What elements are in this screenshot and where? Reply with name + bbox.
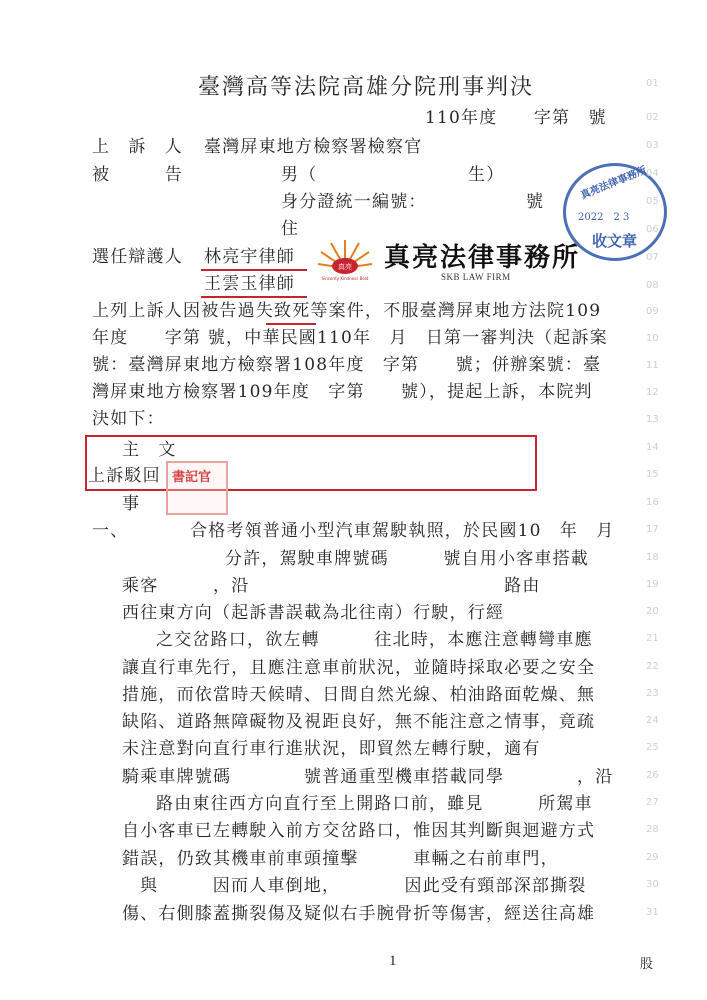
law-firm-emblem: [317, 238, 373, 282]
line-number: 16: [646, 497, 659, 508]
line-number: 17: [646, 524, 659, 535]
lawyer-2: 王雲玉律師: [204, 274, 295, 294]
facts-line-8: 缺陷、道路無障礙物及視距良好，無不能注意之情事，竟疏: [122, 712, 596, 732]
line-number: 08: [646, 280, 659, 291]
line-number: 01: [646, 78, 659, 89]
defendant-label: 被 告: [92, 165, 183, 185]
intro-line-4: 灣屏東地方檢察署109年度 字第 號），提起上訴，本院判: [92, 382, 593, 402]
line-number: 09: [646, 306, 659, 317]
sunburst-logo-icon: [317, 238, 373, 282]
intro-line-1: 上列上訴人因被告過失致死等案件，不服臺灣屏東地方法院109: [92, 301, 602, 321]
lawyer-1-underline: [201, 269, 307, 271]
line-number: 14: [646, 442, 659, 453]
line-number: 06: [646, 224, 659, 235]
facts-line-15: 傷、右側膝蓋撕裂傷及疑似右手腕骨折等傷害，經送往高雄: [122, 904, 596, 924]
line-number: 19: [646, 579, 659, 590]
facts-line-3: 乘客 ，沿 路由: [122, 576, 541, 596]
page-number: 1: [389, 953, 397, 969]
facts-line-11: 路由東往西方向直行至上開路口前，雖見 所駕車: [156, 794, 593, 814]
line-number: 22: [646, 661, 659, 672]
stamp-date: 2022 2 3: [578, 212, 630, 223]
line-number: 25: [646, 742, 659, 753]
intro-line-3: 號：臺灣屏東地方檢察署108年度 字第 號；併辦案號：臺: [92, 355, 602, 375]
clerk-seal-text: 書記官: [172, 470, 212, 485]
intro-line-2: 年度 字第 號，中華民國110年 月 日第一審判決（起訴案: [92, 328, 608, 348]
facts-line-1: 合格考領普通小型汽車駕駛執照，於民國10 年 月: [190, 521, 615, 541]
intro-line-5: 決如下：: [92, 409, 165, 429]
id-suffix: 號: [526, 192, 545, 212]
facts-line-6: 讓直行車先行，且應注意車前狀況，並隨時採取必要之安全: [122, 658, 596, 678]
facts-line-7: 措施，而依當時天候晴、日間自然光線、柏油路面乾燥、無: [122, 685, 596, 705]
facts-line-5: 之交岔路口，欲左轉 往北時，本應注意轉彎車應: [156, 630, 593, 650]
clerk-seal: [166, 461, 228, 515]
line-number: 23: [646, 688, 659, 699]
line-number: 26: [646, 770, 659, 781]
line-number: 13: [646, 414, 659, 425]
facts-line-2: 分許，駕駛車牌號碼 號自用小客車搭載: [225, 549, 589, 569]
line-number: 02: [646, 112, 659, 123]
line-number: 04: [646, 168, 659, 179]
case-number: 110年度 字第 號: [425, 108, 607, 128]
line-number: 05: [646, 196, 659, 207]
line-number: 07: [646, 252, 659, 263]
section-mark: 股: [640, 957, 654, 972]
defendant-gender: 男（: [281, 165, 318, 185]
facts-line-14: 與 因而人車倒地， 因此受有頸部深部撕裂: [140, 876, 587, 896]
facts-marker: 一、: [92, 521, 129, 541]
line-number: 10: [646, 333, 659, 344]
line-number: 11: [646, 360, 659, 371]
facts-line-9: 未注意對向直行車行進狀況，即貿然左轉行駛，適有: [122, 739, 541, 759]
appellant-name: 臺灣屏東地方檢察署檢察官: [204, 137, 423, 157]
address-label: 住: [281, 219, 300, 239]
defendant-birth: 生）: [468, 165, 505, 185]
lawyer-2-underline: [201, 296, 307, 298]
stamp-bottom-text: 收文章: [592, 232, 638, 250]
line-number: 29: [646, 852, 659, 863]
line-number: 21: [646, 633, 659, 644]
line-number: 24: [646, 715, 659, 726]
emblem-subtext: Sincerity Kindness Bold: [321, 276, 369, 281]
line-number: 15: [646, 469, 659, 480]
line-number: 12: [646, 387, 659, 398]
appellant-label: 上 訴 人: [92, 137, 183, 157]
main-heading: 主 文: [122, 440, 177, 460]
law-firm-name: 真亮法律事務所: [384, 243, 581, 273]
facts-line-10: 騎乘車牌號碼 號普通重型機車搭載同學 ，沿: [122, 767, 614, 787]
offense-underline: [266, 323, 316, 325]
line-number: 31: [646, 907, 659, 918]
main-text: 上訴駁回: [88, 466, 161, 486]
stamp-top-text: 真亮法律事務所: [579, 165, 649, 202]
line-number: 18: [646, 552, 659, 563]
emblem-text: 真亮: [338, 263, 352, 271]
line-number: 30: [646, 879, 659, 890]
defense-label: 選任辯護人: [92, 247, 183, 267]
line-number: 27: [646, 797, 659, 808]
law-firm-english: SKB LAW FIRM: [441, 272, 511, 282]
id-label: 身分證統一編號：: [281, 192, 427, 212]
line-number: 20: [646, 606, 659, 617]
line-number: 03: [646, 140, 659, 151]
line-number: 28: [646, 824, 659, 835]
facts-line-12: 自小客車已左轉駛入前方交岔路口，惟因其判斷與迴避方式: [122, 821, 596, 841]
facts-line-4: 西往東方向（起訴書誤載為北往南）行駛，行經: [122, 603, 505, 623]
facts-line-13: 錯誤，仍致其機車前車頭撞擊 車輛之右前車門，: [122, 849, 559, 869]
facts-heading: 事: [122, 494, 141, 514]
court-title: 臺灣高等法院高雄分院刑事判決: [198, 75, 535, 100]
lawyer-1: 林亮宇律師: [204, 247, 295, 267]
